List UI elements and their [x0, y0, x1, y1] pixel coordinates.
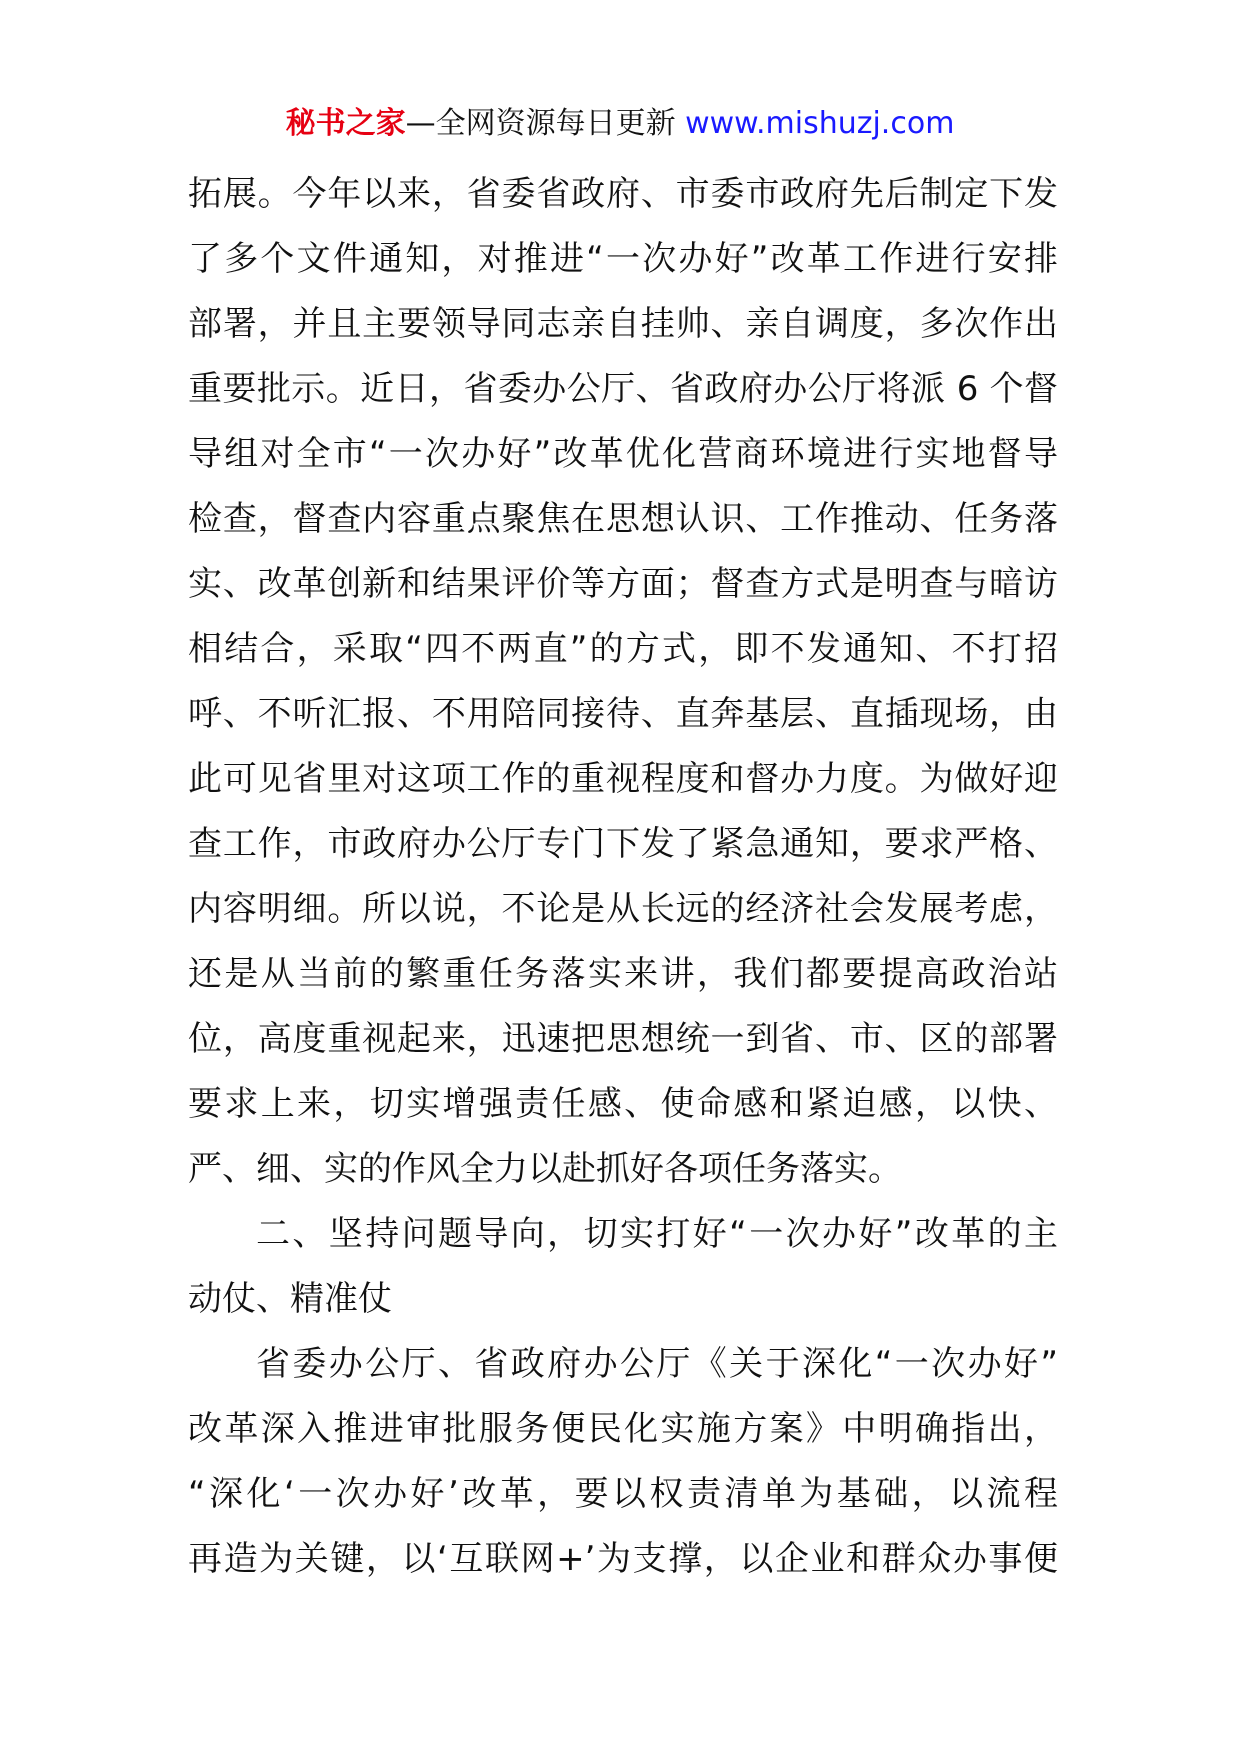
text-line: 了多个文件通知，对推进“一次办好”改革工作进行安排: [188, 239, 1058, 279]
text-line: 再造为关键，以‘互联网+’为支撑，以企业和群众办事便: [188, 1539, 1058, 1579]
text-line: 还是从当前的繁重任务落实来讲，我们都要提高政治站: [188, 954, 1058, 994]
text-line: 查工作，市政府办公厅专门下发了紧急通知，要求严格、: [188, 824, 1058, 864]
site-header: [0, 100, 1240, 148]
text-line: 拓展。今年以来，省委省政府、市委市政府先后制定下发: [188, 174, 1058, 214]
section-heading-line: 二、坚持问题导向，切实打好“一次办好”改革的主: [256, 1214, 1058, 1254]
text-line: 内容明细。所以说，不论是从长远的经济社会发展考虑，: [188, 889, 1058, 929]
text-line: 实、改革创新和结果评价等方面；督查方式是明查与暗访: [188, 564, 1058, 604]
text-line: 呼、不听汇报、不用陪同接待、直奔基层、直插现场，由: [188, 694, 1058, 734]
text-line: 重要批示。近日，省委办公厅、省政府办公厅将派 6 个督: [188, 369, 1058, 409]
text-line: 此可见省里对这项工作的重视程度和督办力度。为做好迎: [188, 759, 1058, 799]
header-tagline: —全网资源每日更新: [405, 106, 676, 141]
section-heading-line: 动仗、精准仗: [188, 1279, 392, 1319]
text-line: 相结合，采取“四不两直”的方式，即不发通知、不打招: [188, 629, 1058, 669]
text-line: 要求上来，切实增强责任感、使命感和紧迫感，以快、: [188, 1084, 1058, 1124]
text-line: 省委办公厅、省政府办公厅《关于深化“一次办好”: [256, 1344, 1058, 1384]
site-url-link[interactable]: www.mishuzj.com: [675, 106, 955, 141]
text-line: 改革深入推进审批服务便民化实施方案》中明确指出，: [188, 1409, 1058, 1449]
text-line: 导组对全市“一次办好”改革优化营商环境进行实地督导: [188, 434, 1058, 474]
text-line: “深化‘一次办好’改革，要以权责清单为基础，以流程: [188, 1474, 1058, 1514]
document-body: [188, 162, 1058, 1592]
text-line: 严、细、实的作风全力以赴抓好各项任务落实。: [188, 1149, 902, 1189]
text-line: 部署，并且主要领导同志亲自挂帅、亲自调度，多次作出: [188, 304, 1058, 344]
text-line: 位，高度重视起来，迅速把思想统一到省、市、区的部署: [188, 1019, 1058, 1059]
text-line: 检查，督查内容重点聚焦在思想认识、工作推动、任务落: [188, 499, 1058, 539]
brand-name: 秘书之家: [285, 106, 406, 141]
